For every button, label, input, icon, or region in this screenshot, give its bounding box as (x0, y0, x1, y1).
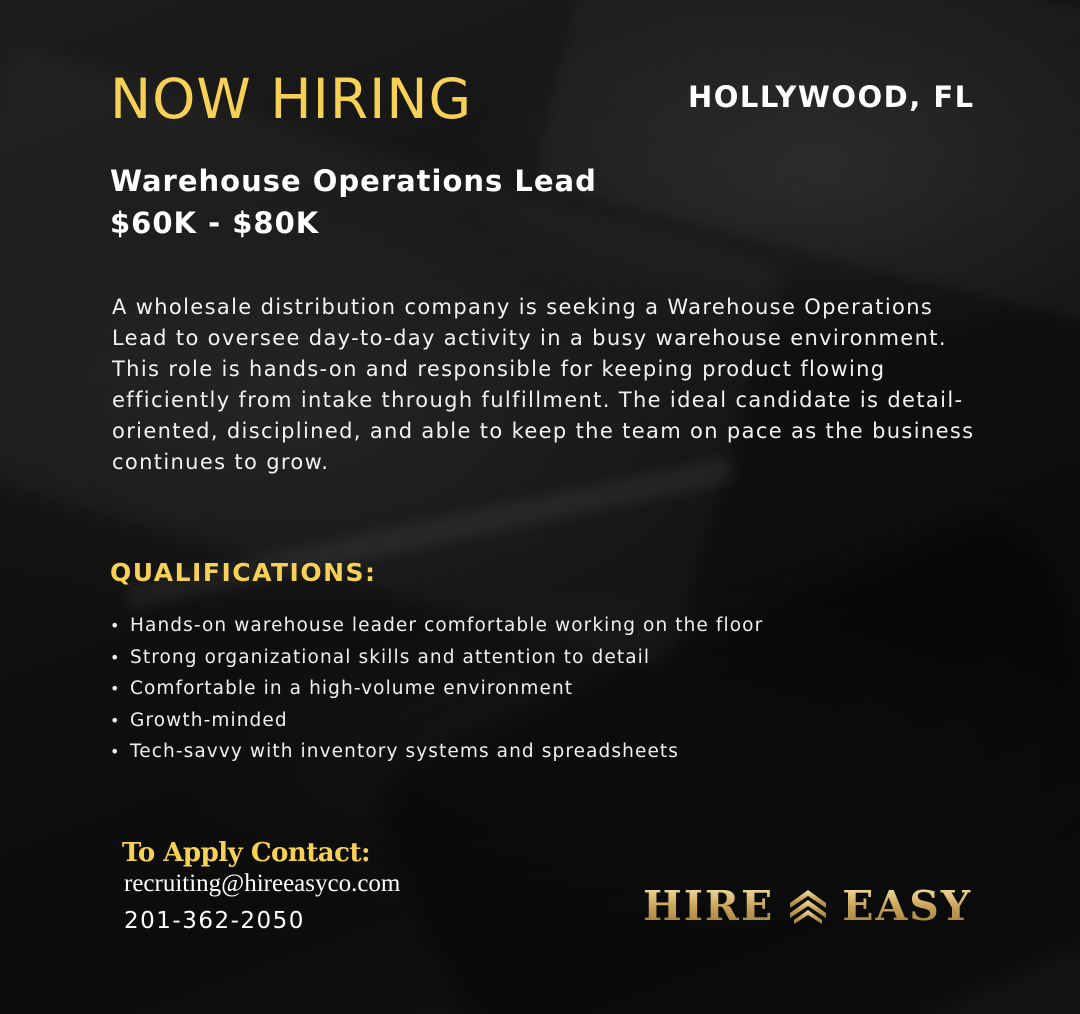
hire-easy-logo (643, 882, 973, 930)
qualification-text: Growth-minded (130, 709, 288, 731)
qualification-text: Hands-on warehouse leader comfortable working on the floor (130, 615, 764, 637)
background-notebook-edge (124, 456, 736, 610)
job-location: HOLLYWOOD, FL (688, 80, 975, 114)
qualification-text: Tech-savvy with inventory systems and spreadsheets (130, 741, 680, 763)
bullet-icon: • (110, 742, 121, 762)
bullet-icon: • (110, 647, 121, 667)
qualification-item (110, 736, 763, 768)
apply-contact-heading: To Apply Contact: (122, 838, 371, 868)
bullet-icon: • (110, 710, 121, 730)
contact-email[interactable]: recruiting@hireeasyco.com (124, 870, 401, 897)
salary-range: $60K - $80K (110, 206, 320, 240)
contact-phone[interactable]: 201-362-2050 (124, 908, 305, 934)
qualification-item (110, 642, 763, 674)
background-keyboard-shape (533, 0, 1080, 328)
qualification-text: Comfortable in a high-volume environment (130, 678, 574, 700)
job-description: A wholesale distribution company is seeking a Warehouse Operations Lead to oversee day-to-day activity in a busy warehouse environment. This role is hands-on and responsible for keeping product flowing efficiently from intake through fulfillment. The ideal candidate is detail-oriented, disciplined, and able to keep the team on pace as the business continues to grow. (112, 295, 975, 474)
qualification-item (110, 705, 763, 737)
bullet-icon: • (110, 616, 121, 636)
bullet-icon: • (110, 679, 121, 699)
chevron-stack-icon (786, 887, 830, 927)
qualification-item (110, 673, 763, 705)
qualification-text: Strong organizational skills and attention to detail (130, 646, 651, 668)
qualifications-heading: QUALIFICATIONS: (110, 558, 377, 587)
qualifications-list (110, 610, 763, 768)
now-hiring-title: NOW HIRING (110, 67, 473, 131)
qualification-item (110, 610, 763, 642)
logo-word-easy: EASY (842, 882, 973, 930)
job-title: Warehouse Operations Lead (110, 164, 597, 198)
logo-word-hire: HIRE (643, 882, 775, 930)
